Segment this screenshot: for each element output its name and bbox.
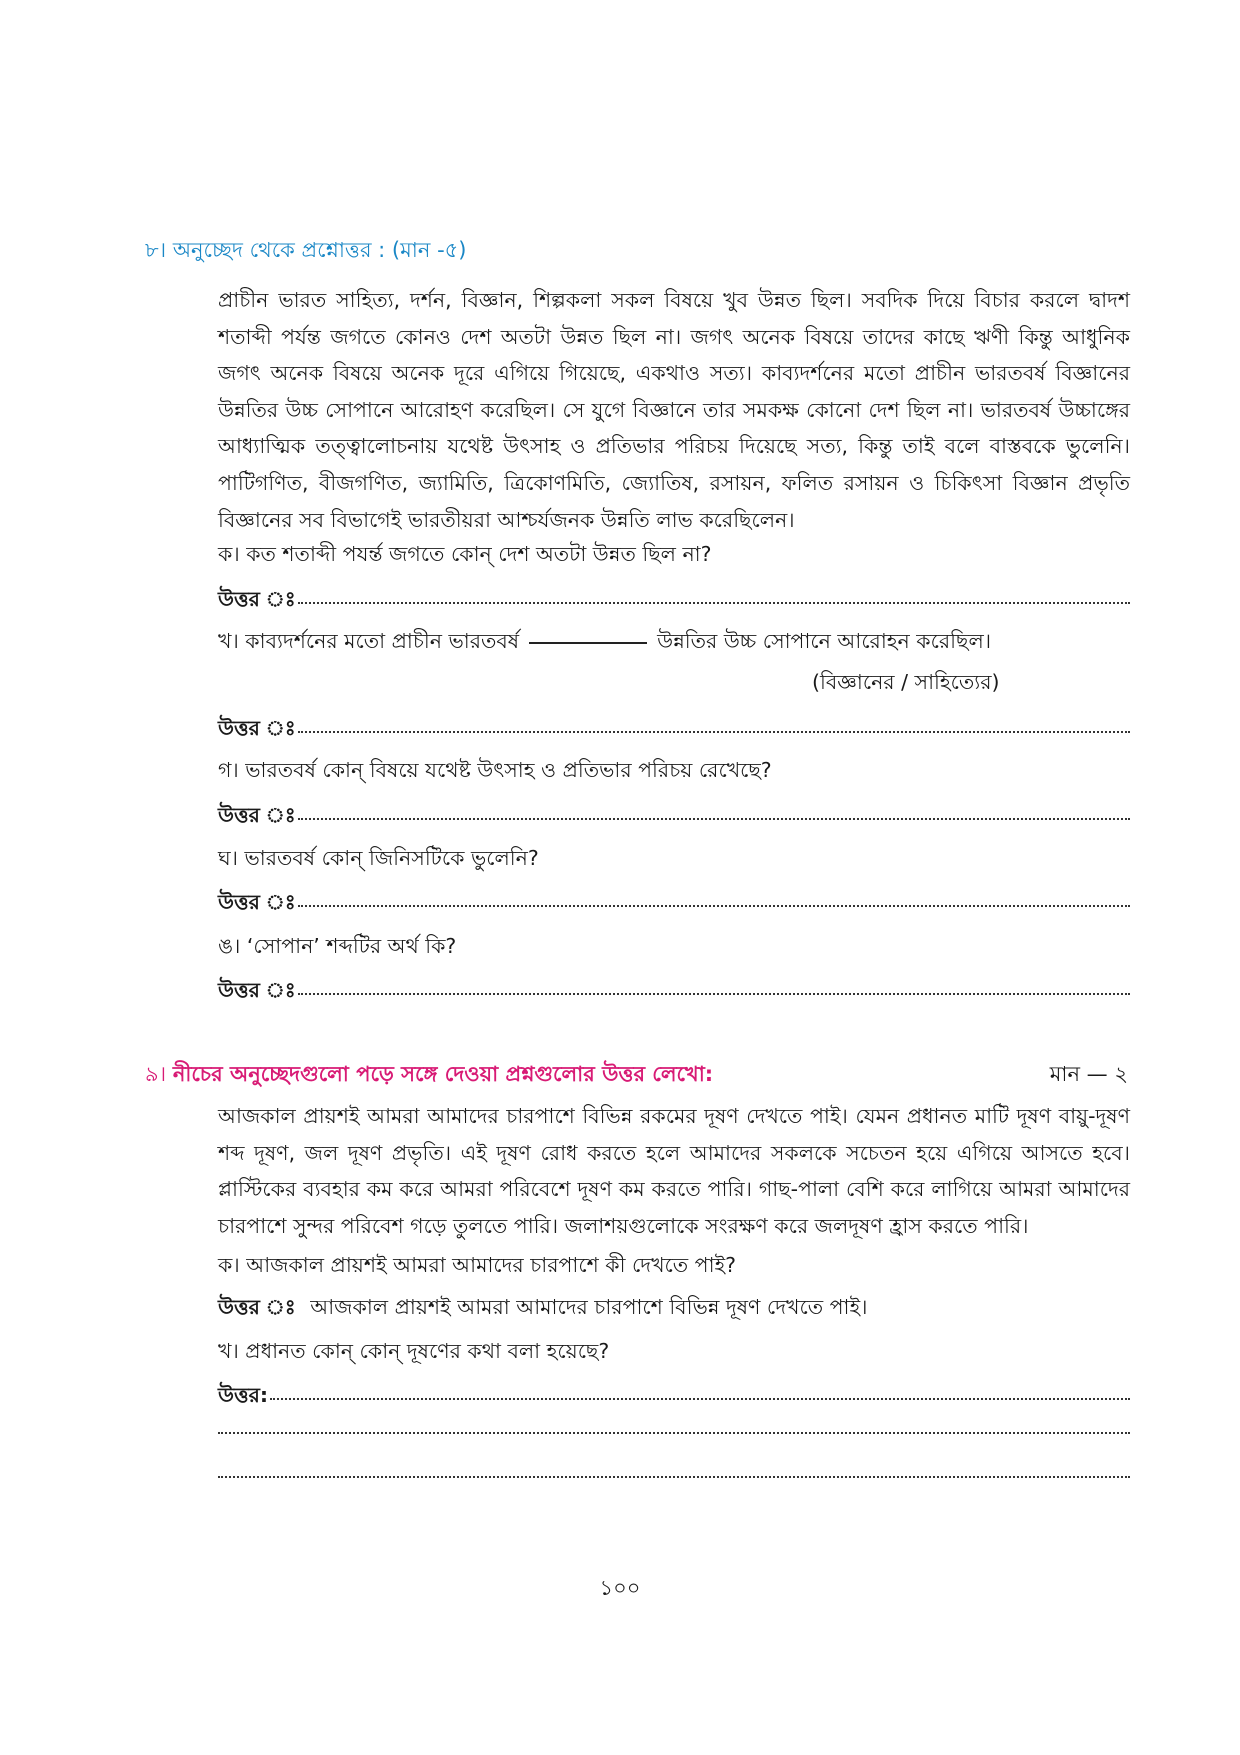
answer-dotted-line[interactable] bbox=[298, 588, 1130, 604]
section-8-passage: প্রাচীন ভারত সাহিত্য, দর্শন, বিজ্ঞান, শিল্পকলা সকল বিষয়ে খুব উন্নত ছিল। সবদিক দিয়ে বিচার করলে দ্বাদশ শতাব্দী পর্যন্ত জগতে কোনও দেশ অতটা উন্নত ছিল না। জগৎ অনেক বিষয়ে তাদের কাছে ঋণী কিন্তু আধুনিক জগৎ অনেক বিষয়ে অনেক দূরে এগিয়ে গিয়েছে, একথাও সত্য। কাব্যদর্শনের মতো প্রাচীন ভারতবর্ষ বিজ্ঞানের উন্নতির উচ্চ সোপানে আরোহণ করেছিল। সে যুগে বিজ্ঞানে তার সমকক্ষ কোনো দেশ ছিল না। ভারতবর্ষ উচ্চাঙ্গের আধ্যাত্মিক তত্ত্বালোচনায় যথেষ্ট উৎসাহ ও প্রতিভার পরিচয় দিয়েছে সত্য, কিন্তু তাই বলে বাস্তবকে ভুলেনি। পাটিগণিত, বীজগণিত, জ্যামিতি, ত্রিকোণমিতি, জ্যোতিষ, রসায়ন, ফলিত রসায়ন ও চিকিৎসা বিজ্ঞান প্রভৃতি বিজ্ঞানের সব বিভাগেই ভারতীয়রা আশ্চর্যজনক উন্নতি লাভ করেছিলেন। bbox=[218, 288, 1131, 532]
answer-label: উত্তর ঃ bbox=[218, 587, 296, 611]
answer-9-kha bbox=[218, 1380, 1130, 1410]
answer-label: উত্তর ঃ bbox=[218, 890, 296, 914]
section-9-marks: মান — ২ bbox=[1049, 1062, 1128, 1086]
answer-8-kha bbox=[218, 713, 1130, 743]
answer-8-ka bbox=[218, 584, 1130, 614]
answer-label: উত্তর ঃ bbox=[218, 716, 296, 740]
question-8-umo: ঙ। ‘সোপান’ শব্দটির অর্থ কি? bbox=[218, 934, 457, 958]
answer-dotted-line[interactable] bbox=[270, 1384, 1130, 1400]
answer-8-gha bbox=[218, 887, 1130, 917]
question-8-kha bbox=[218, 626, 1130, 656]
answer-dotted-line[interactable] bbox=[298, 891, 1130, 907]
answer-8-umo bbox=[218, 975, 1130, 1005]
answer-label: উত্তর ঃ bbox=[218, 978, 296, 1002]
answer-label: উত্তর ঃ bbox=[218, 803, 296, 827]
answer-dotted-line[interactable] bbox=[218, 1430, 1130, 1434]
fill-in-blank[interactable] bbox=[529, 642, 647, 644]
answer-9-ka-text: আজকাল প্রায়শই আমরা আমাদের চারপাশে বিভিন্ন দূষণ দেখতে পাই। bbox=[310, 1295, 868, 1319]
section-9-number: ৯। bbox=[145, 1062, 167, 1086]
question-8-ga: গ। ভারতবর্ষ কোন্ বিষয়ে যথেষ্ট উৎসাহ ও প্রতিভার পরিচয় রেখেছে? bbox=[218, 758, 772, 782]
answer-dotted-line[interactable] bbox=[298, 979, 1130, 995]
section-9-passage: আজকাল প্রায়শই আমরা আমাদের চারপাশে বিভিন্ন রকমের দূষণ দেখতে পাই। যেমন প্রধানত মাটি দূষণ বায়ু-দূষণ শব্দ দূষণ, জল দূষণ প্রভৃতি। এই দূষণ রোধ করতে হলে আমাদের সকলকে সচেতন হয়ে এগিয়ে আসতে হবে। প্লাস্টিকের ব্যবহার কম করে আমরা পরিবেশে দূষণ কম করতে পারি। গাছ-পালা বেশি করে লাগিয়ে আমরা আমাদের চারপাশে সুন্দর পরিবেশ গড়ে তুলতে পারি। জলাশয়গুলোকে সংরক্ষণ করে জলদূষণ হ্রাস করতে পারি। bbox=[218, 1104, 1130, 1238]
question-8-ka: ক। কত শতাব্দী পযর্ন্ত জগতে কোন্ দেশ অতটা উন্নত ছিল না? bbox=[218, 542, 712, 566]
answer-dotted-line[interactable] bbox=[298, 804, 1130, 820]
question-9-kha: খ। প্রধানত কোন্ কোন্ দূষণের কথা বলা হয়েছে? bbox=[218, 1339, 610, 1363]
answer-label: উত্তর ঃ bbox=[218, 1295, 296, 1319]
section-8-heading bbox=[145, 236, 466, 264]
page-number: ১০০ bbox=[599, 1576, 641, 1600]
section-9-passage-block bbox=[218, 1098, 1130, 1244]
section-9-heading bbox=[145, 1060, 713, 1088]
question-8-gha: ঘ। ভারতবর্ষ কোন্ জিনিসটিকে ভুলেনি? bbox=[218, 846, 539, 870]
answer-label: উত্তর: bbox=[218, 1383, 269, 1407]
answer-dotted-line[interactable] bbox=[218, 1474, 1130, 1478]
answer-8-ga bbox=[218, 800, 1130, 830]
section-9-title: নীচের অনুচ্ছেদগুলো পড়ে সঙ্গে দেওয়া প্রশ্নগুলোর উত্তর লেখো: bbox=[172, 1062, 714, 1086]
answer-9-ka bbox=[218, 1292, 1130, 1322]
section-8-passage-block bbox=[218, 282, 1130, 538]
question-9-ka: ক। আজকাল প্রায়শই আমরা আমাদের চারপাশে কী দেখতে পাই? bbox=[218, 1253, 737, 1277]
answer-dotted-line[interactable] bbox=[298, 717, 1130, 733]
question-8-kha-before: খ। কাব্যদর্শনের মতো প্রাচীন ভারতবর্ষ bbox=[218, 629, 520, 653]
section-8-title: অনুচ্ছেদ থেকে প্রশ্নোত্তর : (মান -৫) bbox=[172, 238, 467, 262]
question-8-kha-after: উন্নতির উচ্চ সোপানে আরোহন করেছিল। bbox=[657, 629, 992, 653]
section-8-number: ৮। bbox=[145, 238, 167, 262]
question-8-kha-options: (বিজ্ঞানের / সাহিত্যের) bbox=[812, 670, 1000, 694]
